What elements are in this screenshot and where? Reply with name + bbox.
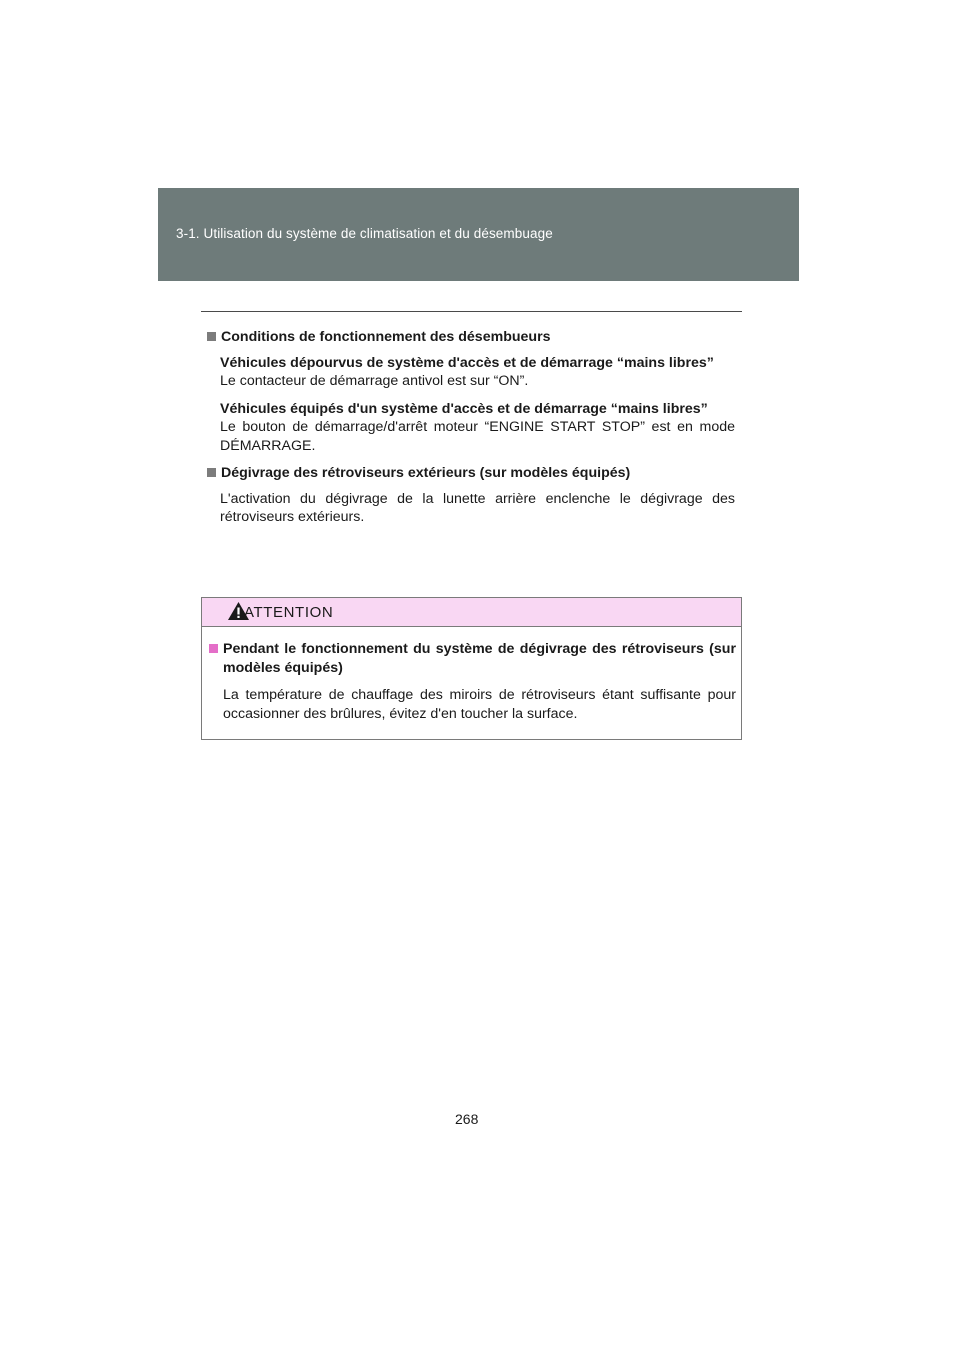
square-bullet-icon <box>207 468 216 477</box>
section-body-defogger-conditions <box>207 354 735 456</box>
section-title: 3-1. Utilisation du système de climatisation et du désembuage <box>176 226 553 241</box>
main-content <box>207 328 735 527</box>
section-heading-defogger-conditions: Conditions de fonctionnement des désembueurs <box>207 328 735 347</box>
text-with-smart-key: Le bouton de démarrage/d'arrêt moteur “ENGINE START STOP” est en mode DÉMARRAGE. <box>220 419 735 454</box>
subheading-with-smart-key: Véhicules équipés d'un système d'accès et de démarrage “mains libres” <box>220 400 708 417</box>
text-without-smart-key: Le contacteur de démarrage antivol est sur “ON”. <box>220 373 529 389</box>
section-header-band <box>158 188 799 281</box>
divider-rule <box>201 311 742 312</box>
text-mirror-defogger: L'activation du dégivrage de la lunette arrière enclenche le dégivrage des rétroviseurs extérieurs. <box>220 490 735 525</box>
warning-body <box>209 640 736 723</box>
warning-heading: Pendant le fonctionnement du système de dégivrage des rétroviseurs (sur modèles équipés) <box>209 640 736 677</box>
warning-header <box>202 598 741 627</box>
section-body-mirror-defogger <box>207 490 735 527</box>
warning-box <box>201 597 742 740</box>
subheading-without-smart-key: Véhicules dépourvus de système d'accès et de démarrage “mains libres” <box>220 354 714 371</box>
section-heading-mirror-defogger: Dégivrage des rétroviseurs extérieurs (sur modèles équipés) <box>207 464 735 483</box>
warning-text-wrap <box>209 686 736 723</box>
warning-title: ATTENTION <box>244 604 334 621</box>
warning-text: La température de chauffage des miroirs de rétroviseurs étant suffisante pour occasionner des brûlures, évitez d'en toucher la surface. <box>223 687 736 722</box>
page-number: 268 <box>455 1111 479 1127</box>
pink-square-bullet-icon <box>209 644 218 653</box>
square-bullet-icon <box>207 332 216 341</box>
